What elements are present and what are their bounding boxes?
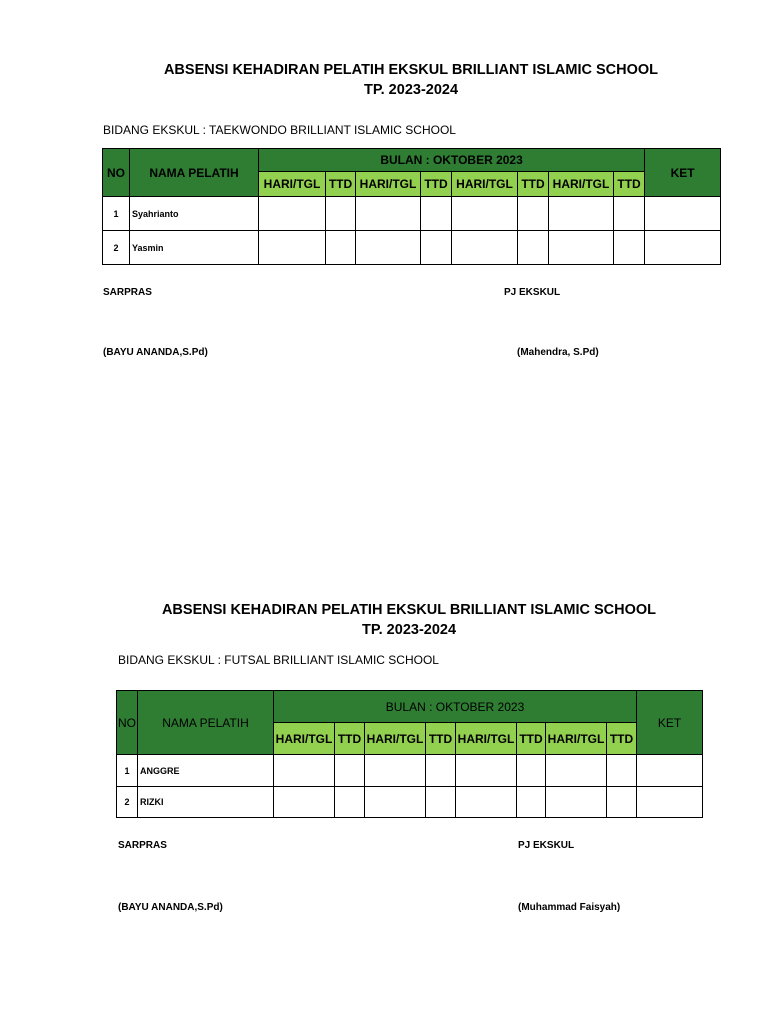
cell-empty <box>607 755 637 787</box>
cell-empty <box>421 231 452 265</box>
header-ttd: TTD <box>421 172 452 197</box>
header-ttd: TTD <box>517 723 546 755</box>
header-nama-pelatih: NAMA PELATIH <box>130 149 259 197</box>
cell-empty <box>517 755 546 787</box>
cell-empty <box>452 231 518 265</box>
row-no: 1 <box>103 197 130 231</box>
row-no: 2 <box>117 787 138 818</box>
cell-ket <box>645 231 721 265</box>
header-ttd: TTD <box>518 172 549 197</box>
cell-ket <box>637 787 703 818</box>
header-hari-tgl: HARI/TGL <box>259 172 326 197</box>
section1-attendance-table <box>102 148 721 265</box>
header-ttd: TTD <box>426 723 456 755</box>
section1-sarpras-name: (BAYU ANANDA,S.Pd) <box>103 347 208 358</box>
header-hari-tgl: HARI/TGL <box>356 172 421 197</box>
header-ket: KET <box>645 149 721 197</box>
cell-empty <box>607 787 637 818</box>
row-name: ANGGRE <box>138 755 274 787</box>
table-row <box>117 787 703 818</box>
header-no: NO <box>103 149 130 197</box>
header-hari-tgl: HARI/TGL <box>549 172 614 197</box>
section2-attendance-table <box>116 690 703 818</box>
header-hari-tgl: HARI/TGL <box>546 723 607 755</box>
cell-empty <box>517 787 546 818</box>
cell-empty <box>335 755 365 787</box>
table-row <box>117 755 703 787</box>
header-ttd: TTD <box>326 172 356 197</box>
cell-empty <box>426 787 456 818</box>
header-hari-tgl: HARI/TGL <box>365 723 426 755</box>
cell-empty <box>546 787 607 818</box>
row-no: 1 <box>117 755 138 787</box>
header-ket: KET <box>637 691 703 755</box>
cell-empty <box>326 231 356 265</box>
cell-empty <box>456 755 517 787</box>
row-name: Yasmin <box>130 231 259 265</box>
cell-empty <box>259 231 326 265</box>
header-no: NO <box>117 691 138 755</box>
cell-empty <box>274 755 335 787</box>
cell-empty <box>452 197 518 231</box>
row-name: Syahrianto <box>130 197 259 231</box>
section2-sarpras-label: SARPRAS <box>118 840 167 851</box>
cell-empty <box>614 197 645 231</box>
header-hari-tgl: HARI/TGL <box>456 723 517 755</box>
section2-pj-ekskul-name: (Muhammad Faisyah) <box>518 902 621 913</box>
cell-ket <box>637 755 703 787</box>
cell-empty <box>549 197 614 231</box>
section2-sarpras-name: (BAYU ANANDA,S.Pd) <box>118 902 223 913</box>
header-nama-pelatih: NAMA PELATIH <box>138 691 274 755</box>
cell-empty <box>365 787 426 818</box>
row-no: 2 <box>103 231 130 265</box>
table-row <box>103 231 721 265</box>
cell-empty <box>335 787 365 818</box>
cell-empty <box>259 197 326 231</box>
table-row <box>103 197 721 231</box>
section1-title-line1: ABSENSI KEHADIRAN PELATIH EKSKUL BRILLIANT ISLAMIC SCHOOL <box>163 62 659 78</box>
cell-empty <box>456 787 517 818</box>
section1-pj-ekskul-name: (Mahendra, S.Pd) <box>517 347 599 358</box>
section2-pj-ekskul-label: PJ EKSKUL <box>518 840 575 851</box>
cell-empty <box>549 231 614 265</box>
cell-empty <box>365 755 426 787</box>
cell-empty <box>356 197 421 231</box>
cell-empty <box>274 787 335 818</box>
section1-bidang: BIDANG EKSKUL : TAEKWONDO BRILLIANT ISLAMIC SCHOOL <box>103 123 456 137</box>
section2-title-line1: ABSENSI KEHADIRAN PELATIH EKSKUL BRILLIANT ISLAMIC SCHOOL <box>161 602 657 618</box>
row-name: RIZKI <box>138 787 274 818</box>
section2-title-line2: TP. 2023-2024 <box>361 622 457 638</box>
cell-ket <box>645 197 721 231</box>
header-ttd: TTD <box>607 723 637 755</box>
header-hari-tgl: HARI/TGL <box>452 172 518 197</box>
cell-empty <box>614 231 645 265</box>
section1-title-line2: TP. 2023-2024 <box>363 82 459 98</box>
cell-empty <box>356 231 421 265</box>
header-bulan: BULAN : OKTOBER 2023 <box>259 149 645 172</box>
cell-empty <box>421 197 452 231</box>
cell-empty <box>426 755 456 787</box>
header-hari-tgl: HARI/TGL <box>274 723 335 755</box>
cell-empty <box>518 231 549 265</box>
cell-empty <box>546 755 607 787</box>
cell-empty <box>518 197 549 231</box>
section2-bidang: BIDANG EKSKUL : FUTSAL BRILLIANT ISLAMIC SCHOOL <box>118 653 439 667</box>
cell-empty <box>326 197 356 231</box>
header-bulan: BULAN : OKTOBER 2023 <box>274 691 637 723</box>
header-ttd: TTD <box>614 172 645 197</box>
header-ttd: TTD <box>335 723 365 755</box>
section1-sarpras-label: SARPRAS <box>103 287 152 298</box>
section1-pj-ekskul-label: PJ EKSKUL <box>504 287 561 298</box>
